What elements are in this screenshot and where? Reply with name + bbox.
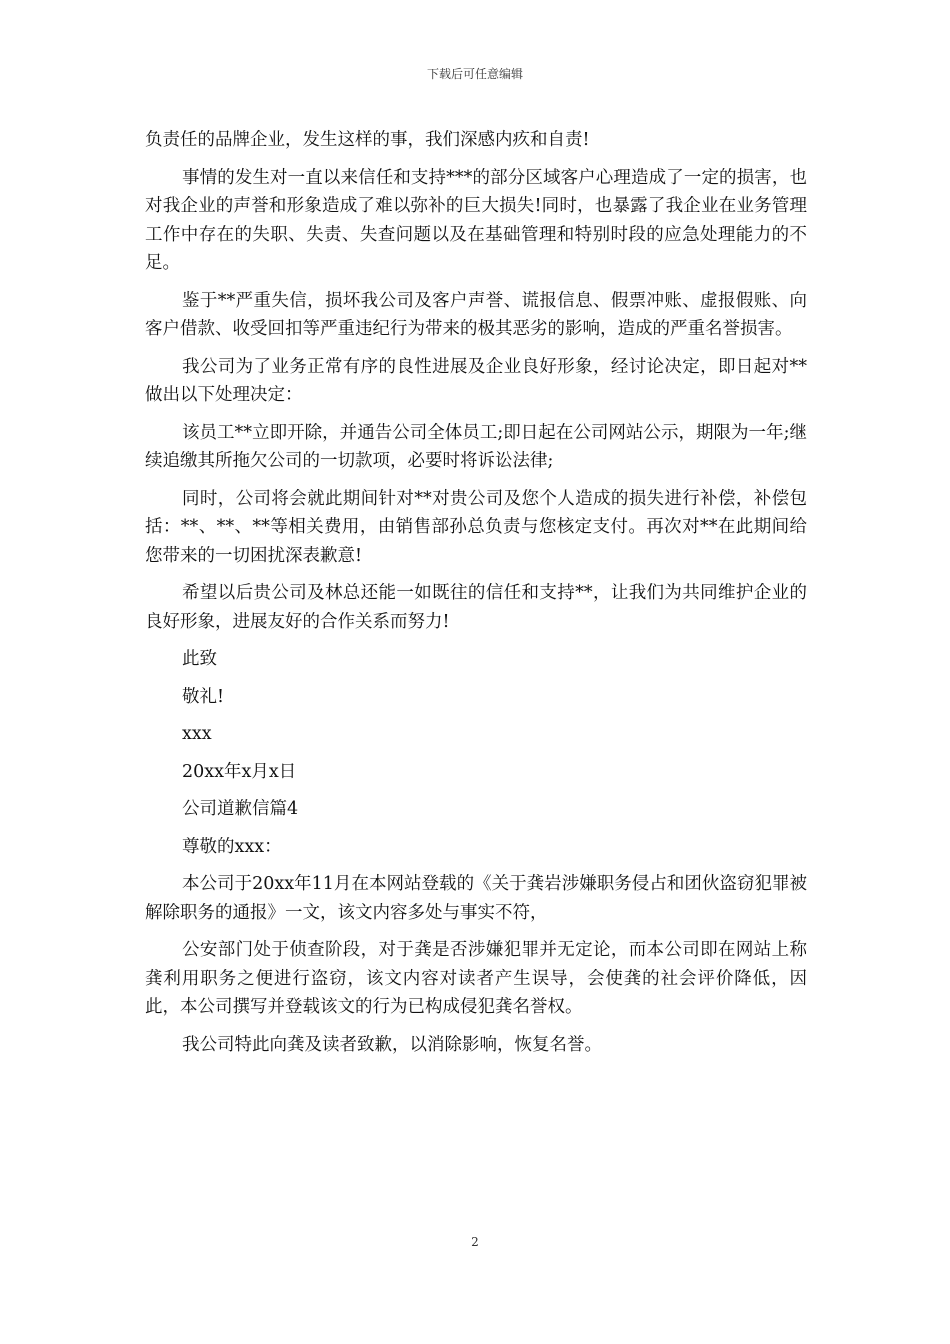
paragraph-4: 我公司为了业务正常有序的良性进展及企业良好形象，经讨论决定，即日起对**做出以下处理决定：: [145, 356, 807, 405]
signature-date: 20xx年x月x日: [182, 761, 297, 782]
document-body: [145, 126, 807, 1068]
letter-greeting: 尊敬的xxx：: [182, 836, 282, 857]
closing-regards: 敬礼!: [182, 686, 225, 707]
paragraph-5: 该员工**立即开除，并通告公司全体员工;即日起在公司网站公示，期限为一年;继续追缴其所拖欠公司的一切款项，必要时将诉讼法律;: [145, 422, 807, 471]
paragraph-1: 负责任的品牌企业，发生这样的事，我们深感内疚和自责!: [145, 130, 590, 150]
page-number: 2: [471, 1235, 479, 1249]
closing-salutation: 此致: [182, 649, 217, 669]
paragraph-3: 鉴于**严重失信，损坏我公司及客户声誉、谎报信息、假票冲账、虚报假账、向客户借款、收受回扣等严重违纪行为带来的极其恶劣的影响，造成的严重名誉损害。: [145, 290, 807, 339]
paragraph-16: 我公司特此向龚及读者致歉，以消除影响，恢复名誉。: [182, 1034, 602, 1055]
signature-name: xxx: [182, 724, 212, 744]
paragraph-15: 公安部门处于侦查阶段，对于龚是否涉嫌犯罪并无定论，而本公司即在网站上称龚利用职务之便进行盗窃，该文内容对读者产生误导，会使龚的社会评价降低，因此，本公司撰写并登载该文的行为已构成侵犯龚名誉权。: [145, 940, 807, 1017]
page-header-note: 下载后可任意编辑: [426, 67, 523, 81]
paragraph-6: 同时，公司将会就此期间针对**对贵公司及您个人造成的损失进行补偿，补偿包括：**、**、**等相关费用，由销售部孙总负责与您核定支付。再次对**在此期间给您带来的一切困扰深表歉意!: [145, 488, 807, 566]
section-heading: 公司道歉信篇4: [182, 799, 299, 819]
paragraph-7: 希望以后贵公司及林总还能一如既往的信任和支持**，让我们为共同维护企业的良好形象，进展友好的合作关系而努力!: [145, 583, 807, 632]
paragraph-2: 事情的发生对一直以来信任和支持***的部分区域客户心理造成了一定的损害，也对我企业的声誉和形象造成了难以弥补的巨大损失!同时，也暴露了我企业在业务管理工作中存在的失职、失责、失查问题以及在基础管理和特别时段的应急处理能力的不足。: [145, 167, 807, 273]
paragraph-14: 本公司于20xx年11月在本网站登载的《关于龚岩涉嫌职务侵占和团伙盗窃犯罪被解除职务的通报》一文，该文内容多处与事实不符，: [145, 874, 807, 923]
